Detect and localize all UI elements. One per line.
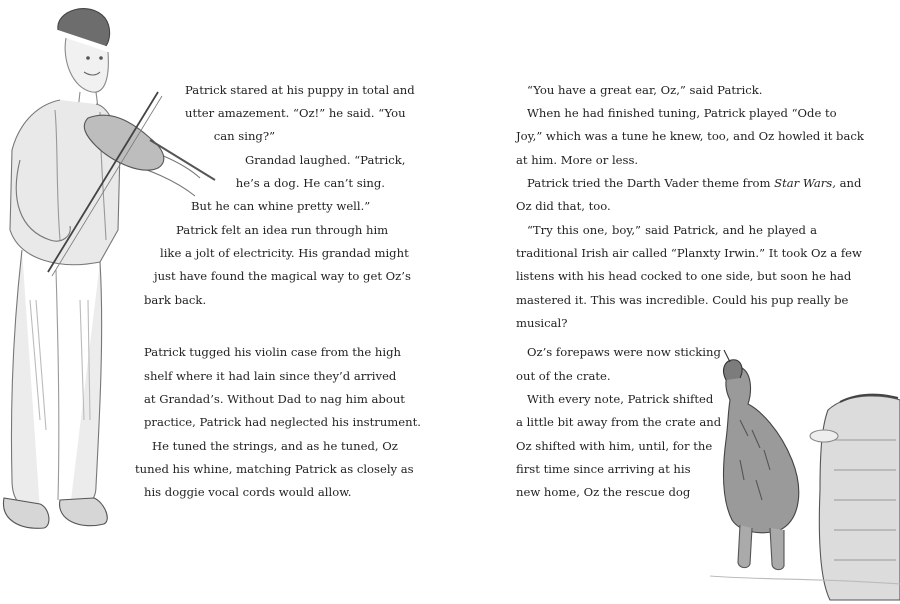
text-line: When he had finished tuning, Patrick played “Ode to <box>527 106 837 120</box>
text-line: like a jolt of electricity. His grandad might <box>160 246 409 260</box>
text-line: Oz shifted with him, until, for the <box>516 439 713 453</box>
text-span: and <box>835 176 862 190</box>
text-line: his doggie vocal cords would allow. <box>144 485 352 499</box>
text-line: With every note, Patrick shifted <box>527 392 714 406</box>
text-line: out of the crate. <box>516 369 611 383</box>
dog-crate-illustration <box>700 340 900 600</box>
text-line: Joy,” which was a tune he knew, too, and Oz howled it back <box>516 129 864 143</box>
text-line: first time since arriving at his <box>516 462 691 476</box>
text-line: practice, Patrick had neglected his instrument. <box>144 415 421 429</box>
text-line: Patrick stared at his puppy in total and <box>185 83 415 97</box>
text-line: Oz’s forepaws were now sticking <box>527 345 721 359</box>
text-line: Grandad laughed. “Patrick, <box>245 153 406 167</box>
text-line: mastered it. This was incredible. Could his pup really be <box>516 293 849 307</box>
book-title-italic: Star Wars, <box>774 176 836 190</box>
text-line: Oz did that, too. <box>516 199 611 213</box>
text-line: can sing?” <box>213 129 275 143</box>
text-line: at Grandad’s. Without Dad to nag him about <box>144 392 405 406</box>
text-line: just have found the magical way to get Oz’s <box>154 269 411 283</box>
text-line: Patrick tugged his violin case from the high <box>144 345 401 359</box>
text-line: But he can whine pretty well.” <box>191 199 371 213</box>
text-line: new home, Oz the rescue dog <box>516 485 691 499</box>
text-line: a little bit away from the crate and <box>516 415 722 429</box>
text-line: musical? <box>516 316 568 330</box>
text-line: traditional Irish air called “Planxty Irwin.” It took Oz a few <box>516 246 862 260</box>
text-line: bark back. <box>144 293 207 307</box>
text-line: tuned his whine, matching Patrick as closely as <box>135 462 414 476</box>
text-line: listens with his head cocked to one side, but soon he had <box>516 269 852 283</box>
text-line: utter amazement. “Oz!” he said. “You <box>185 106 406 120</box>
text-line <box>527 173 862 193</box>
text-line: Patrick felt an idea run through him <box>176 223 389 237</box>
text-line: He tuned the strings, and as he tuned, Oz <box>152 439 398 453</box>
text-line: at him. More or less. <box>516 153 639 167</box>
text-line: shelf where it had lain since they’d arrived <box>144 369 397 383</box>
text-line: “Try this one, boy,” said Patrick, and he played a <box>527 223 817 237</box>
text-line: he’s a dog. He can’t sing. <box>235 176 385 190</box>
text-line: “You have a great ear, Oz,” said Patrick. <box>527 83 763 97</box>
text-span: Patrick tried the Darth Vader theme from <box>527 176 775 190</box>
